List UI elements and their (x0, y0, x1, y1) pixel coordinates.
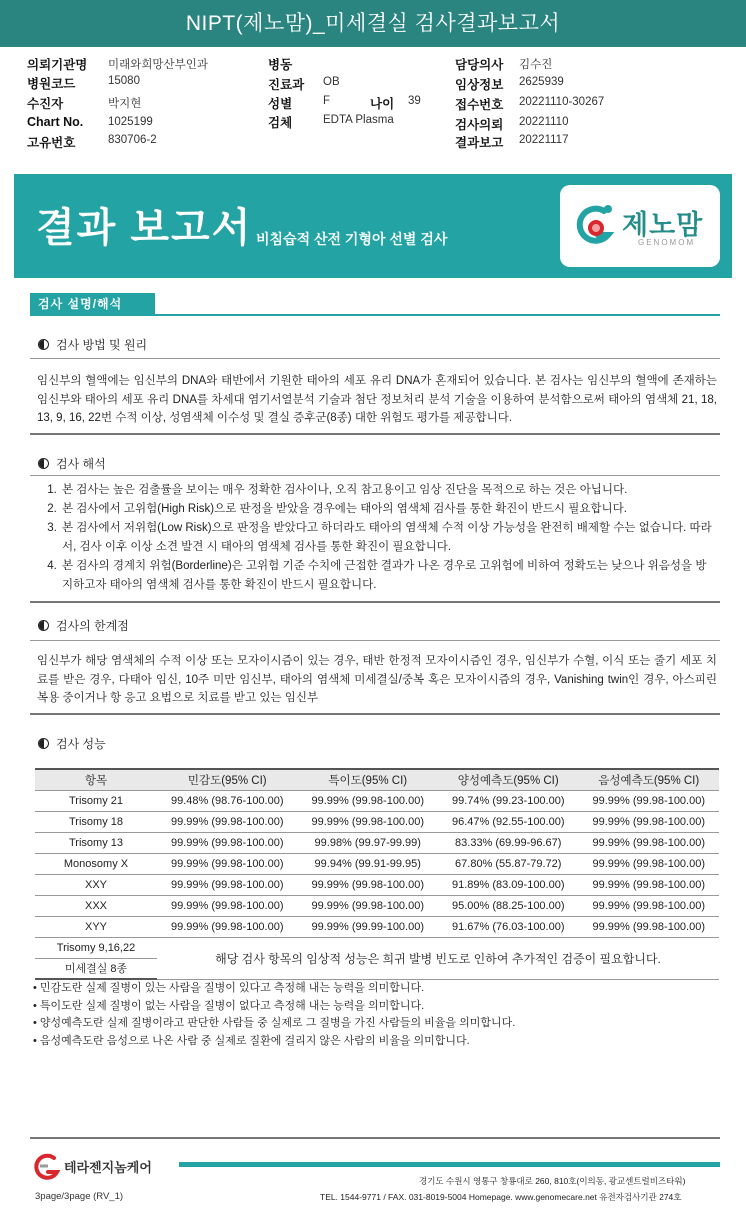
header-item: 항목 (35, 769, 157, 790)
cell: Trisomy 18 (35, 811, 157, 832)
header-ppv: 양성예측도(95% CI) (438, 769, 579, 790)
table-row (35, 937, 719, 958)
cell: 99.94% (99.91-99.95) (298, 853, 439, 874)
divider (30, 713, 720, 715)
taker-label: 수진자 (27, 97, 64, 111)
half-circle-icon (38, 738, 49, 749)
interpretation-heading: 검사 해석 (38, 455, 106, 472)
report-date-label: 결과보고 (455, 136, 504, 150)
footnote: • 특이도란 실제 질병이 없는 사람을 질병이 없다고 측정해 내는 능력을 의미합니다. (33, 999, 425, 1012)
cell: 99.99% (99.98-100.00) (157, 895, 298, 916)
genomom-logo-icon (574, 201, 618, 251)
company-name: 테라젠지놈케어 (64, 1160, 152, 1175)
method-text: 임신부의 혈액에는 임신부의 DNA와 태반에서 기원한 태아의 세포 유리 DNA가 혼재되어 있습니다. 본 검사는 임신부의 혈액에 존재하는 임신부와 태아의 세포 유리 DNA를 차세대 염기서열분석 기술과 첨단 정보처리 분석 기술을 이용하여 분석함으로써 태아의 염색체 21, 18, 13, 9, 16, 22번 수적 이상, 성염색체 이수성 및 결실 증후군(8종) 대한 위험도 평가를 제공합니다. (37, 375, 717, 424)
cell: 99.98% (99.97-99.99) (298, 832, 439, 853)
chart-label: Chart No. (27, 115, 84, 129)
specimen-label: 검체 (268, 116, 293, 130)
clinical-value: 2625939 (519, 76, 564, 88)
footer-accent-bar (179, 1162, 720, 1167)
performance-heading: 검사 성능 (38, 735, 106, 752)
banner-subtitle: 비침습적 산전 기형아 선별 검사 (256, 231, 448, 247)
result-banner (14, 174, 732, 278)
receipt-value: 20221110-30267 (519, 96, 605, 108)
half-circle-icon (38, 458, 49, 469)
dept-value: OB (323, 76, 340, 88)
uid-label: 고유번호 (27, 136, 76, 150)
section-tab: 검사 설명/해석 (30, 293, 155, 315)
cell: 99.99% (99.98-100.00) (579, 874, 720, 895)
code-label: 병원코드 (27, 77, 76, 91)
table-header-row (35, 769, 719, 790)
performance-note: 해당 검사 항목의 임상적 성능은 희귀 발병 빈도로 인하여 추가적인 검증이 필요합니다. (157, 937, 719, 979)
cell: 미세결실 8종 (35, 958, 157, 979)
performance-table (35, 768, 719, 980)
banner-title: 결과 보고서 (36, 206, 253, 250)
header-sensitivity: 민감도(95% CI) (157, 769, 298, 790)
divider (30, 640, 720, 641)
taker-value: 박지현 (108, 98, 142, 110)
dept-label: 진료과 (268, 78, 305, 92)
logo-subtext: GENOMOM (638, 238, 696, 247)
divider (30, 475, 720, 476)
cell: 99.99% (99.98-100.00) (157, 916, 298, 937)
list-item: 2. 본 검사에서 고위험(High Risk)으로 판정을 받았을 경우에는 태아의 염색체 검사를 통한 확진이 반드시 필요합니다. (60, 500, 717, 519)
table-row (35, 790, 719, 811)
report-title: NIPT(제노맘)_미세결실 검사결과보고서 (0, 0, 746, 47)
cell: 99.99% (99.98-100.00) (298, 790, 439, 811)
cell: 91.89% (83.09-100.00) (438, 874, 579, 895)
age-value: 39 (408, 95, 421, 107)
company-logo-icon (32, 1152, 62, 1180)
footer-divider (30, 1137, 720, 1139)
logo-text: 제노맘 (622, 210, 704, 240)
org-label: 의뢰기관명 (27, 58, 88, 72)
cell: 67.80% (55.87-79.72) (438, 853, 579, 874)
cell: 99.99% (99.98-100.00) (579, 811, 720, 832)
sex-value: F (323, 95, 331, 107)
cell: Monosomy X (35, 853, 157, 874)
company-contact: TEL. 1544-9771 / FAX. 031-8019-5004 Homepage. www.genomecare.net 유전자검사기관 274호 (320, 1192, 682, 1202)
age-label: 나이 (370, 97, 395, 111)
table-row (35, 832, 719, 853)
cell: 99.99% (99.98-100.00) (298, 811, 439, 832)
list-item: 1. 본 검사는 높은 검출률을 보이는 매우 정확한 검사이나, 오직 참고용이고 임상 진단을 목적으로 하는 것은 아닙니다. (60, 481, 717, 500)
table-row (35, 916, 719, 937)
table-row (35, 874, 719, 895)
cell: 99.99% (99.98-100.00) (579, 916, 720, 937)
chart-value: 1025199 (108, 116, 153, 128)
cell: 99.99% (99.98-100.00) (157, 811, 298, 832)
cell: Trisomy 9,16,22 (35, 937, 157, 958)
receipt-label: 접수번호 (455, 98, 504, 112)
cell: 83.33% (69.99-96.67) (438, 832, 579, 853)
page-number: 3page/3page (RV_1) (35, 1191, 124, 1202)
doctor-value: 김수진 (519, 59, 553, 71)
list-item: 3. 본 검사에서 저위험(Low Risk)으로 판정을 받았다고 하더라도 태아의 염색체 수적 이상 가능성을 완전히 배제할 수는 없습니다. 따라서, 검사 이후 이상 소견 발견 시 태아의 염색체 검사를 통한 확진이 필요합니다. (60, 519, 717, 557)
cell: 99.99% (99.98-100.00) (579, 790, 720, 811)
specimen-value: EDTA Plasma (323, 114, 394, 126)
cell: XXY (35, 874, 157, 895)
table-row (35, 853, 719, 874)
genomom-logo (560, 185, 720, 267)
cell: 99.99% (99.98-100.00) (579, 832, 720, 853)
ward-label: 병동 (268, 58, 293, 72)
cell: 99.48% (98.76-100.00) (157, 790, 298, 811)
patient-info (0, 55, 746, 150)
request-label: 검사의뢰 (455, 118, 504, 132)
header-specificity: 특이도(95% CI) (298, 769, 439, 790)
company-address: 경기도 수원시 영통구 창룡대로 260, 810호(이의동, 광교센트럴비즈타워) (419, 1176, 686, 1186)
cell: 96.47% (92.55-100.00) (438, 811, 579, 832)
cell: 99.99% (99.98-100.00) (298, 895, 439, 916)
cell: 99.99% (99.98-100.00) (579, 895, 720, 916)
table-row (35, 895, 719, 916)
list-item: 4. 본 검사의 경계치 위험(Borderline)은 고위험 기준 수치에 근접한 결과가 나온 경우로 고위험에 비하여 정확도는 낮으나 위음성을 방지하고자 태아의 염색체 검사를 통한 확진이 반드시 필요합니다. (60, 557, 717, 595)
footnote: • 민감도란 실제 질병이 있는 사람을 질병이 있다고 측정해 내는 능력을 의미합니다. (33, 982, 425, 994)
interpretation-list (45, 481, 717, 595)
footnote: • 음성예측도란 음성으로 나온 사람 중 실제로 질환에 걸리지 않은 사람의 비율을 의미합니다. (33, 1034, 470, 1047)
cell: 99.74% (99.23-100.00) (438, 790, 579, 811)
limits-text: 임신부가 해당 염색체의 수적 이상 또는 모자이시즘이 있는 경우, 태반 한정적 모자이시즘인 경우, 임신부가 수혈, 이식 또는 줄기 세포 치료를 받은 경우, 다태아 임신, 10주 미만 임신부, 태아의 염색체 미세결실/중복 혹은 모자이시즘의 경우, Vanishing twin인 경우, 아스피린 복용 중이거나 항 응고 요법으로 치료를 받고 있는 임신부 (37, 655, 717, 704)
cell: XYY (35, 916, 157, 937)
cell: 99.99% (99.98-100.00) (579, 853, 720, 874)
cell: 99.99% (99.99-100.00) (298, 916, 439, 937)
uid-value: 830706-2 (108, 134, 157, 146)
sex-label: 성별 (268, 97, 293, 111)
clinical-label: 임상정보 (455, 78, 504, 92)
cell: Trisomy 21 (35, 790, 157, 811)
half-circle-icon (38, 339, 49, 350)
request-value: 20221110 (519, 116, 569, 128)
report-date-value: 20221117 (519, 134, 569, 146)
half-circle-icon (38, 620, 49, 631)
cell: 99.99% (99.98-100.00) (157, 874, 298, 895)
code-value: 15080 (108, 75, 140, 87)
cell: 99.99% (99.98-100.00) (157, 853, 298, 874)
header-npv: 음성예측도(95% CI) (579, 769, 720, 790)
cell: 99.99% (99.98-100.00) (298, 874, 439, 895)
cell: 99.99% (99.98-100.00) (157, 832, 298, 853)
cell: Trisomy 13 (35, 832, 157, 853)
footnotes (33, 980, 515, 1050)
footnote: • 양성예측도란 실제 질병이라고 판단한 사람들 중 실제로 그 질병을 가진 사람들의 비율을 의미합니다. (33, 1017, 516, 1029)
divider (30, 601, 720, 603)
org-value: 미래와희망산부인과 (108, 59, 208, 71)
doctor-label: 담당의사 (455, 58, 504, 72)
divider (30, 358, 720, 359)
table-row (35, 811, 719, 832)
method-heading: 검사 방법 및 원리 (38, 336, 147, 353)
limits-heading: 검사의 한계점 (38, 617, 129, 634)
cell: XXX (35, 895, 157, 916)
cell: 91.67% (76.03-100.00) (438, 916, 579, 937)
cell: 95.00% (88.25-100.00) (438, 895, 579, 916)
section-divider (30, 314, 720, 316)
divider (30, 433, 720, 435)
company-logo (32, 1152, 152, 1180)
